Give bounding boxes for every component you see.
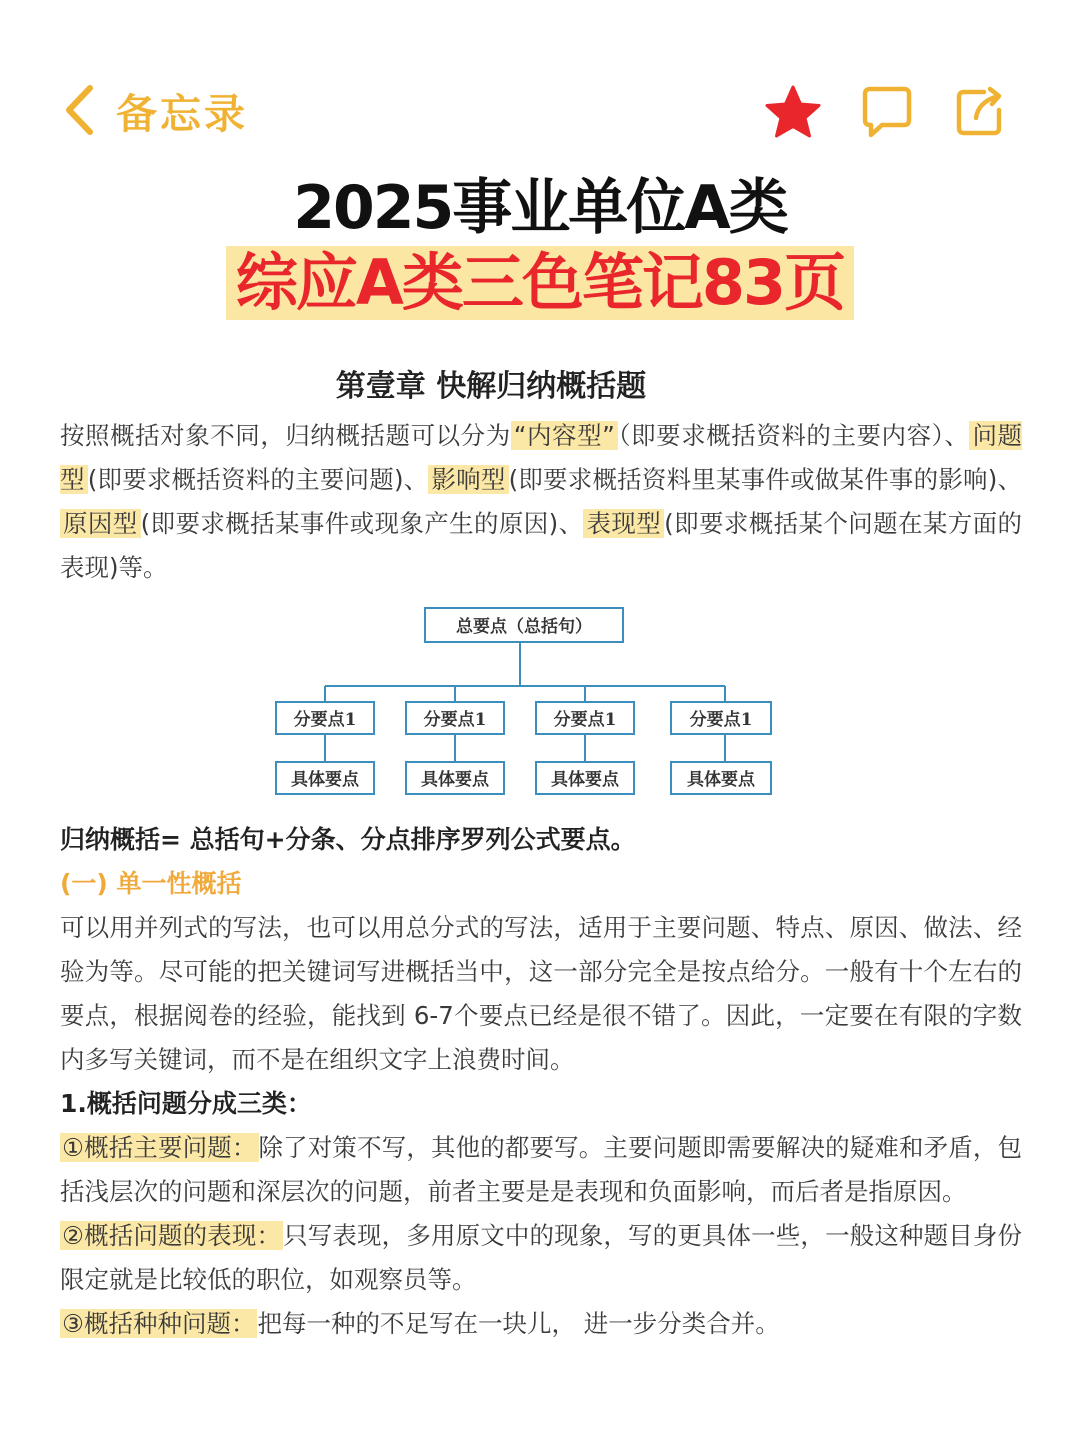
chapter-title: 第壹章 快解归纳概括题 xyxy=(335,369,647,404)
back-label: 备忘录 xyxy=(116,89,248,138)
section-body: 可以用并列式的写法，也可以用总分式的写法，适用于主要问题、特点、原因、做法、经验为等。尽可能的把关键词写进概括当中，这一部分完全是按点给分。一般有十个左右的要点，根据阅卷的经验，能找到 6-7个要点已经是很不错了。因此，一定要在有限的字数内多写关键词，而不是在组织文字上浪费时间。 xyxy=(60,913,1022,1074)
branch-label: 分要点1 xyxy=(423,710,487,730)
title-line-1: 2025事业单位A类 xyxy=(293,173,787,243)
comment-icon[interactable] xyxy=(860,84,914,140)
list-item xyxy=(60,1214,1022,1302)
list-item-label: ②概括问题的表现： xyxy=(62,1221,282,1250)
highlight-problem-type: 问题型 xyxy=(60,421,1023,494)
back-chevron-icon xyxy=(62,84,96,136)
intro-text: (即要求概括资料里某事件或做某件事的影响)、 xyxy=(508,465,1023,494)
star-icon[interactable] xyxy=(764,84,822,140)
intro-text: 按照概括对象不同，归纳概括题可以分为 xyxy=(60,421,511,450)
list-item-text: 只写表现，多用原文中的现象，写的更具体一些，一般这种题目身份限定就是比较低的职位，如观察员等。 xyxy=(60,1221,1022,1294)
intro-text: (即要求概括资料的主要问题)、 xyxy=(87,465,429,494)
highlight-manifestation-type: 表现型 xyxy=(583,509,664,538)
highlight-impact-type: 影响型 xyxy=(428,465,508,494)
root-label: 总要点（总括句） xyxy=(456,617,592,637)
list-item xyxy=(60,1126,1022,1214)
intro-text: （即要求概括资料的主要内容）、 xyxy=(617,421,970,450)
highlight-cause-type: 原因型 xyxy=(60,509,141,538)
branch-label: 分要点1 xyxy=(553,710,617,730)
list-item-text: 把每一种的不足写在一块儿， 进一步分类合并。 xyxy=(257,1309,780,1338)
list-item-label: ③概括种种问题： xyxy=(62,1309,256,1338)
intro-paragraph xyxy=(60,414,1022,590)
list-item-text: 除了对策不写，其他的都要写。主要问题即需要解决的疑难和矛盾，包括浅层次的问题和深层次的问题，前者主要是是表现和负面影响，而后者是指原因。 xyxy=(60,1133,1022,1206)
branch-label: 分要点1 xyxy=(689,710,753,730)
title-line-2: 综应A类三色笔记83页 xyxy=(226,246,854,320)
branch-label: 分要点1 xyxy=(293,710,357,730)
intro-text: (即要求概括某个问题在某方面的表现)等。 xyxy=(60,509,1022,582)
share-icon[interactable] xyxy=(954,84,1006,140)
intro-text: (即要求概括某事件或现象产生的原因)、 xyxy=(140,509,584,538)
subsection-heading: 1.概括问题分成三类： xyxy=(60,1089,312,1118)
top-bar xyxy=(0,0,1080,170)
list-item xyxy=(60,1302,1022,1346)
leaf-label: 具体要点 xyxy=(421,770,489,790)
back-button[interactable] xyxy=(62,80,248,140)
leaf-label: 具体要点 xyxy=(291,770,359,790)
highlight-content-type: “内容型” xyxy=(511,421,618,450)
leaf-label: 具体要点 xyxy=(551,770,619,790)
section-heading: (一) 单一性概括 xyxy=(60,869,242,898)
formula-line: 归纳概括= 总括句+分条、分点排序罗列公式要点。 xyxy=(60,825,636,854)
note-content xyxy=(60,360,1022,1346)
list-item-label: ①概括主要问题： xyxy=(62,1133,257,1162)
leaf-label: 具体要点 xyxy=(687,770,755,790)
summary-tree-diagram xyxy=(270,602,790,808)
